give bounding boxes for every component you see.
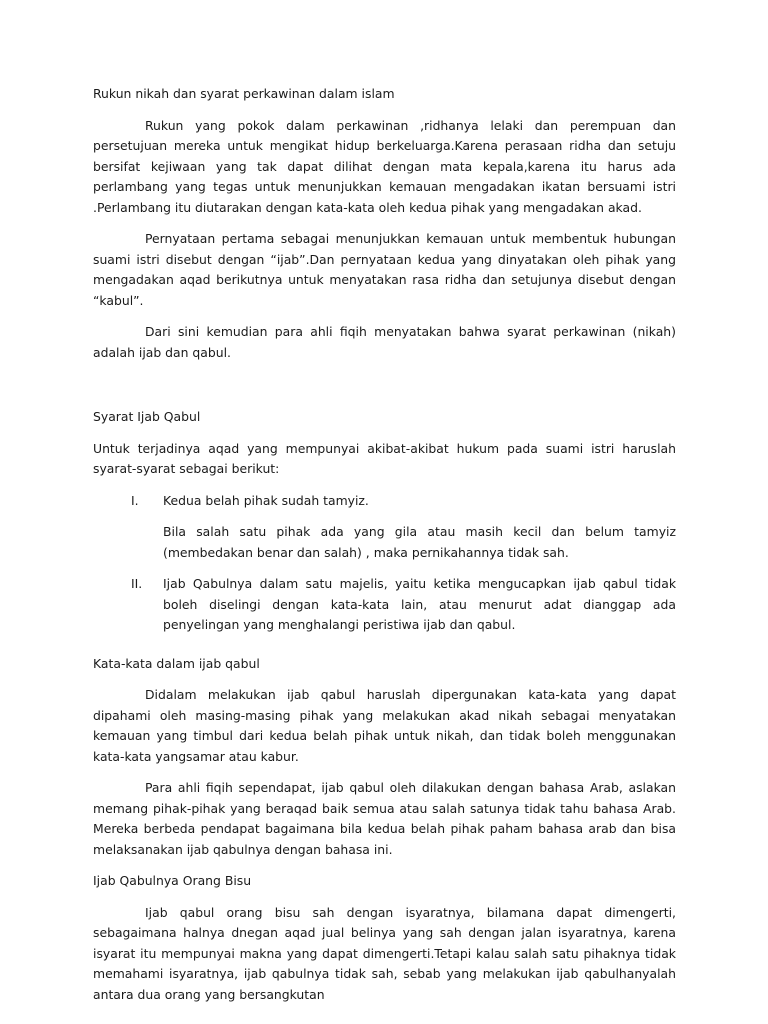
list-body <box>163 491 676 564</box>
heading-syarat-ijab-qabul: Syarat Ijab Qabul <box>93 409 201 424</box>
section-spacer <box>93 374 676 407</box>
list-number: I. <box>131 492 139 508</box>
paragraph-rukun-pokok: Rukun yang pokok dalam perkawinan ,ridhanya lelaki dan perempuan dan persetujuan mereka untuk mengikat hidup berkeluarga.Karena perasaan ridha dan setuju bersifat kejiwaan yang tak dapat dilihat dengan mata kepala,karena itu harus ada perlambang yang tegas untuk menunjukkan kemauan mengadakan ikatan bersuami istri .Perlambang itu diutarakan dengan kata-kata oleh kedua pihak yang mengadakan akad. <box>93 117 676 215</box>
heading-kata-kata: Kata-kata dalam ijab qabul <box>93 655 260 671</box>
paragraph-dari-sini: Dari sini kemudian para ahli fiqih menyatakan bahwa syarat perkawinan (nikah) adalah ijab dan qabul. <box>93 324 676 360</box>
heading-orang-bisu: Ijab Qabulnya Orang Bisu <box>93 873 252 888</box>
list-number: II. <box>131 576 143 591</box>
heading-rukun-nikah: Rukun nikah dan syarat perkawinan dalam islam <box>93 86 395 101</box>
paragraph-untuk-terjadinya: Untuk terjadinya aqad yang mempunyai akibat-akibat hukum pada suami istri haruslah syarat-syarat sebagai berikut: <box>93 440 676 476</box>
list-extra-text: Bila salah satu pihak ada yang gila atau masih kecil dan belum tamyiz (membedakan benar dan salah) , maka pernikahannya tidak sah. <box>163 524 676 560</box>
paragraph-pernyataan: Pernyataan pertama sebagai menunjukkan kemauan untuk membentuk hubungan suami istri disebut dengan “ijab”.Dan pernyataan kedua yang dinyatakan oleh pihak yang mengadakan aqad berikutnya untuk menyatakan rasa ridha dan setujunya disebut dengan “kabul”. <box>93 231 676 308</box>
list-text: Ijab Qabulnya dalam satu majelis, yaitu ketika mengucapkan ijab qabul tidak boleh diselingi dengan kata-kata lain, atau menurut adat dianggap ada penyelingan yang menghalangi peristiwa ijab dan qabul. <box>163 576 676 632</box>
paragraph-para-ahli: Para ahli fiqih sependapat, ijab qabul oleh dilakukan dengan bahasa Arab, aslakan memang pihak-pihak yang beraqad baik semua atau salah satunya tidak tahu bahasa Arab. Mereka berbeda pendapat bagaimana bila kedua belah pihak paham bahasa arab dan bisa melaksanakan ijab qabulnya dengan bahasa ini. <box>93 780 676 857</box>
list-body <box>163 574 676 636</box>
list-item-1 <box>93 491 676 564</box>
paragraph-didalam: Didalam melakukan ijab qabul haruslah dipergunakan kata-kata yang dapat dipahami oleh masing-masing pihak yang melakukan akad nikah sebagai menyatakan kemauan yang timbul dari kedua belah pihak untuk nikah, dan tidak boleh menggunakan kata-kata yangsamar atau kabur. <box>93 687 676 764</box>
list-item-2 <box>93 574 676 636</box>
paragraph-ijab-qabul-bisu: Ijab qabul orang bisu sah dengan isyaratnya, bilamana dapat dimengerti, sebagaimana halnya dnegan aqad jual belinya yang sah dengan jalan isyaratnya, karena isyarat itu mempunyai makna yang dapat dimengerti.Tetapi kalau salah satu pihaknya tidak memahami isyaratnya, ijab qabulnya tidak sah, sebab yang melakukan ijab qabulhanyalah antara dua orang yang bersangkutan <box>93 904 676 1002</box>
list-text: Kedua belah pihak sudah tamyiz. <box>163 492 369 508</box>
